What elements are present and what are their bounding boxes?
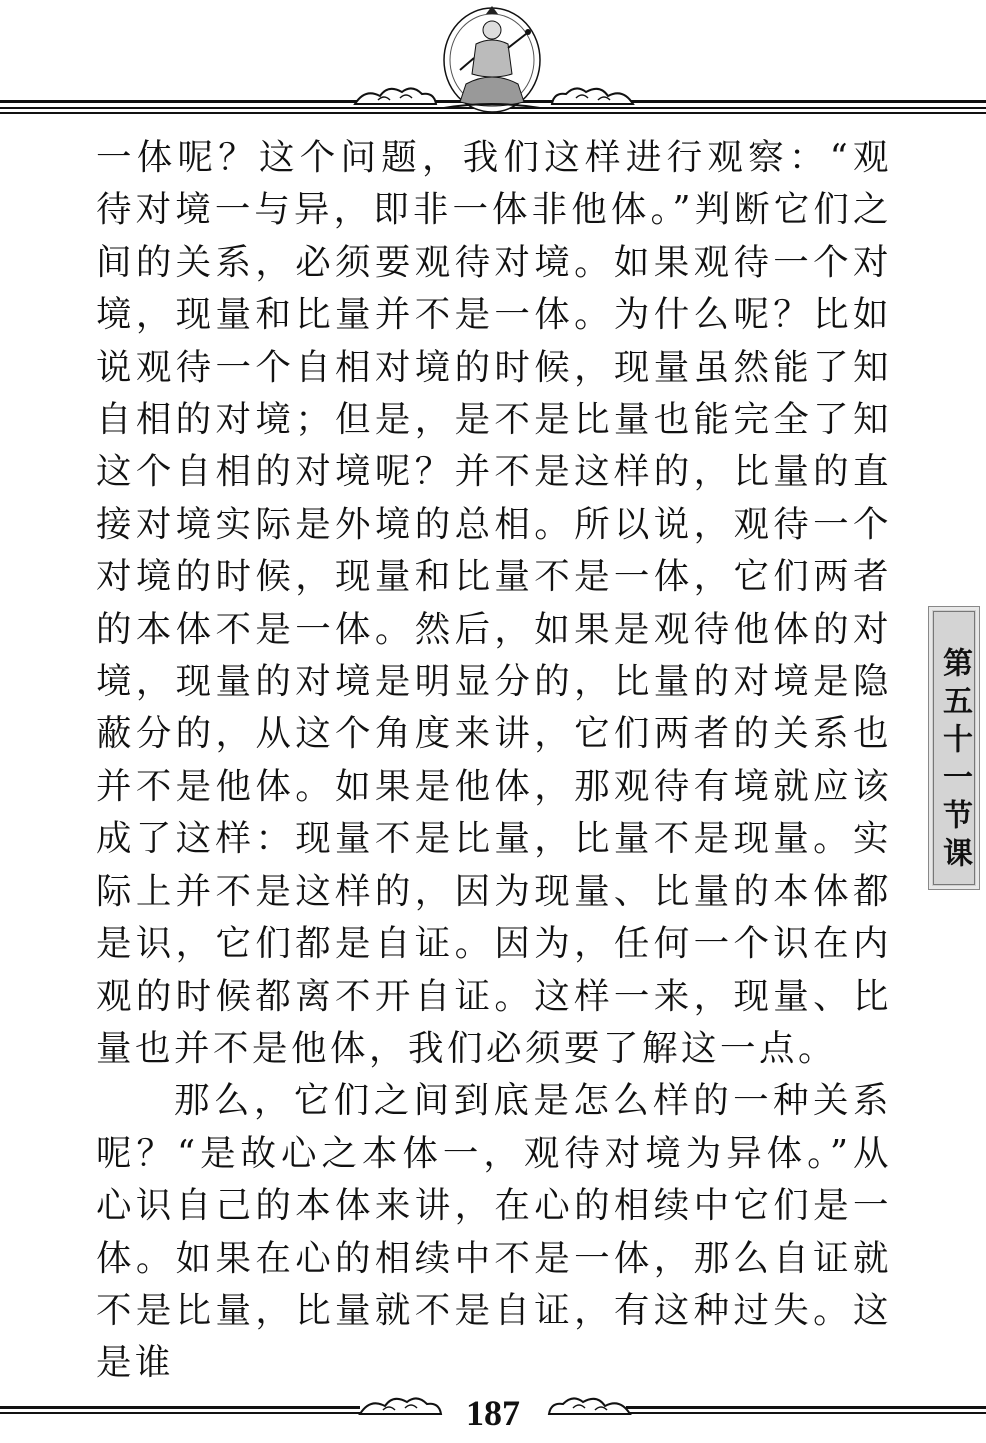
paragraph: 一体呢？这个问题，我们这样进行观察：“观待对境一与异，即非一体非他体。”判断它们之间的关系，必须要观待对境。如果观待一个对境，现量和比量并不是一体。为什么呢？比如说观待一个自相对境的时候，现量虽然能了知自相的对境；但是，是不是比量也能完全了知这个自相的对境呢？并不是这样的，比量的直接对境实际是外境的总相。所以说，观待一个对境的时候，现量和比量不是一体，它们两者的本体不是一体。然后，如果是观待他体的对境，现量的对境是明显分的，比量的对境是隐蔽分的，从这个角度来讲，它们两者的关系也并不是他体。如果是他体，那观待有境就应该成了这样：现量不是比量，比量不是现量。实际上并不是这样的，因为现量、比量的本体都是识，它们都是自证。因为，任何一个识在内观的时候都离不开自证。这样一来，现量、比量也并不是他体，我们必须要了解这一点。 [96, 137, 892, 1069]
cloud-ornament-icon [545, 1388, 635, 1418]
chapter-label: 第五十一节课 [937, 647, 972, 875]
cloud-ornament-icon [548, 80, 638, 110]
deity-figure-icon [436, 4, 548, 116]
body-text [96, 132, 892, 1390]
chapter-side-tab [928, 606, 980, 890]
paragraph: 那么，它们之间到底是怎么样的一种关系呢？“是故心之本体一，观待对境为异体。”从心识自己的本体来讲，在心的相续中它们是一体。如果在心的相续中不是一体，那么自证就不是比量，比量就不是自证，有这种过失。这是谁 [96, 1080, 892, 1384]
page-number: 187 [466, 1393, 520, 1433]
cloud-ornament-icon [355, 1388, 445, 1418]
cloud-ornament-icon [350, 80, 440, 110]
